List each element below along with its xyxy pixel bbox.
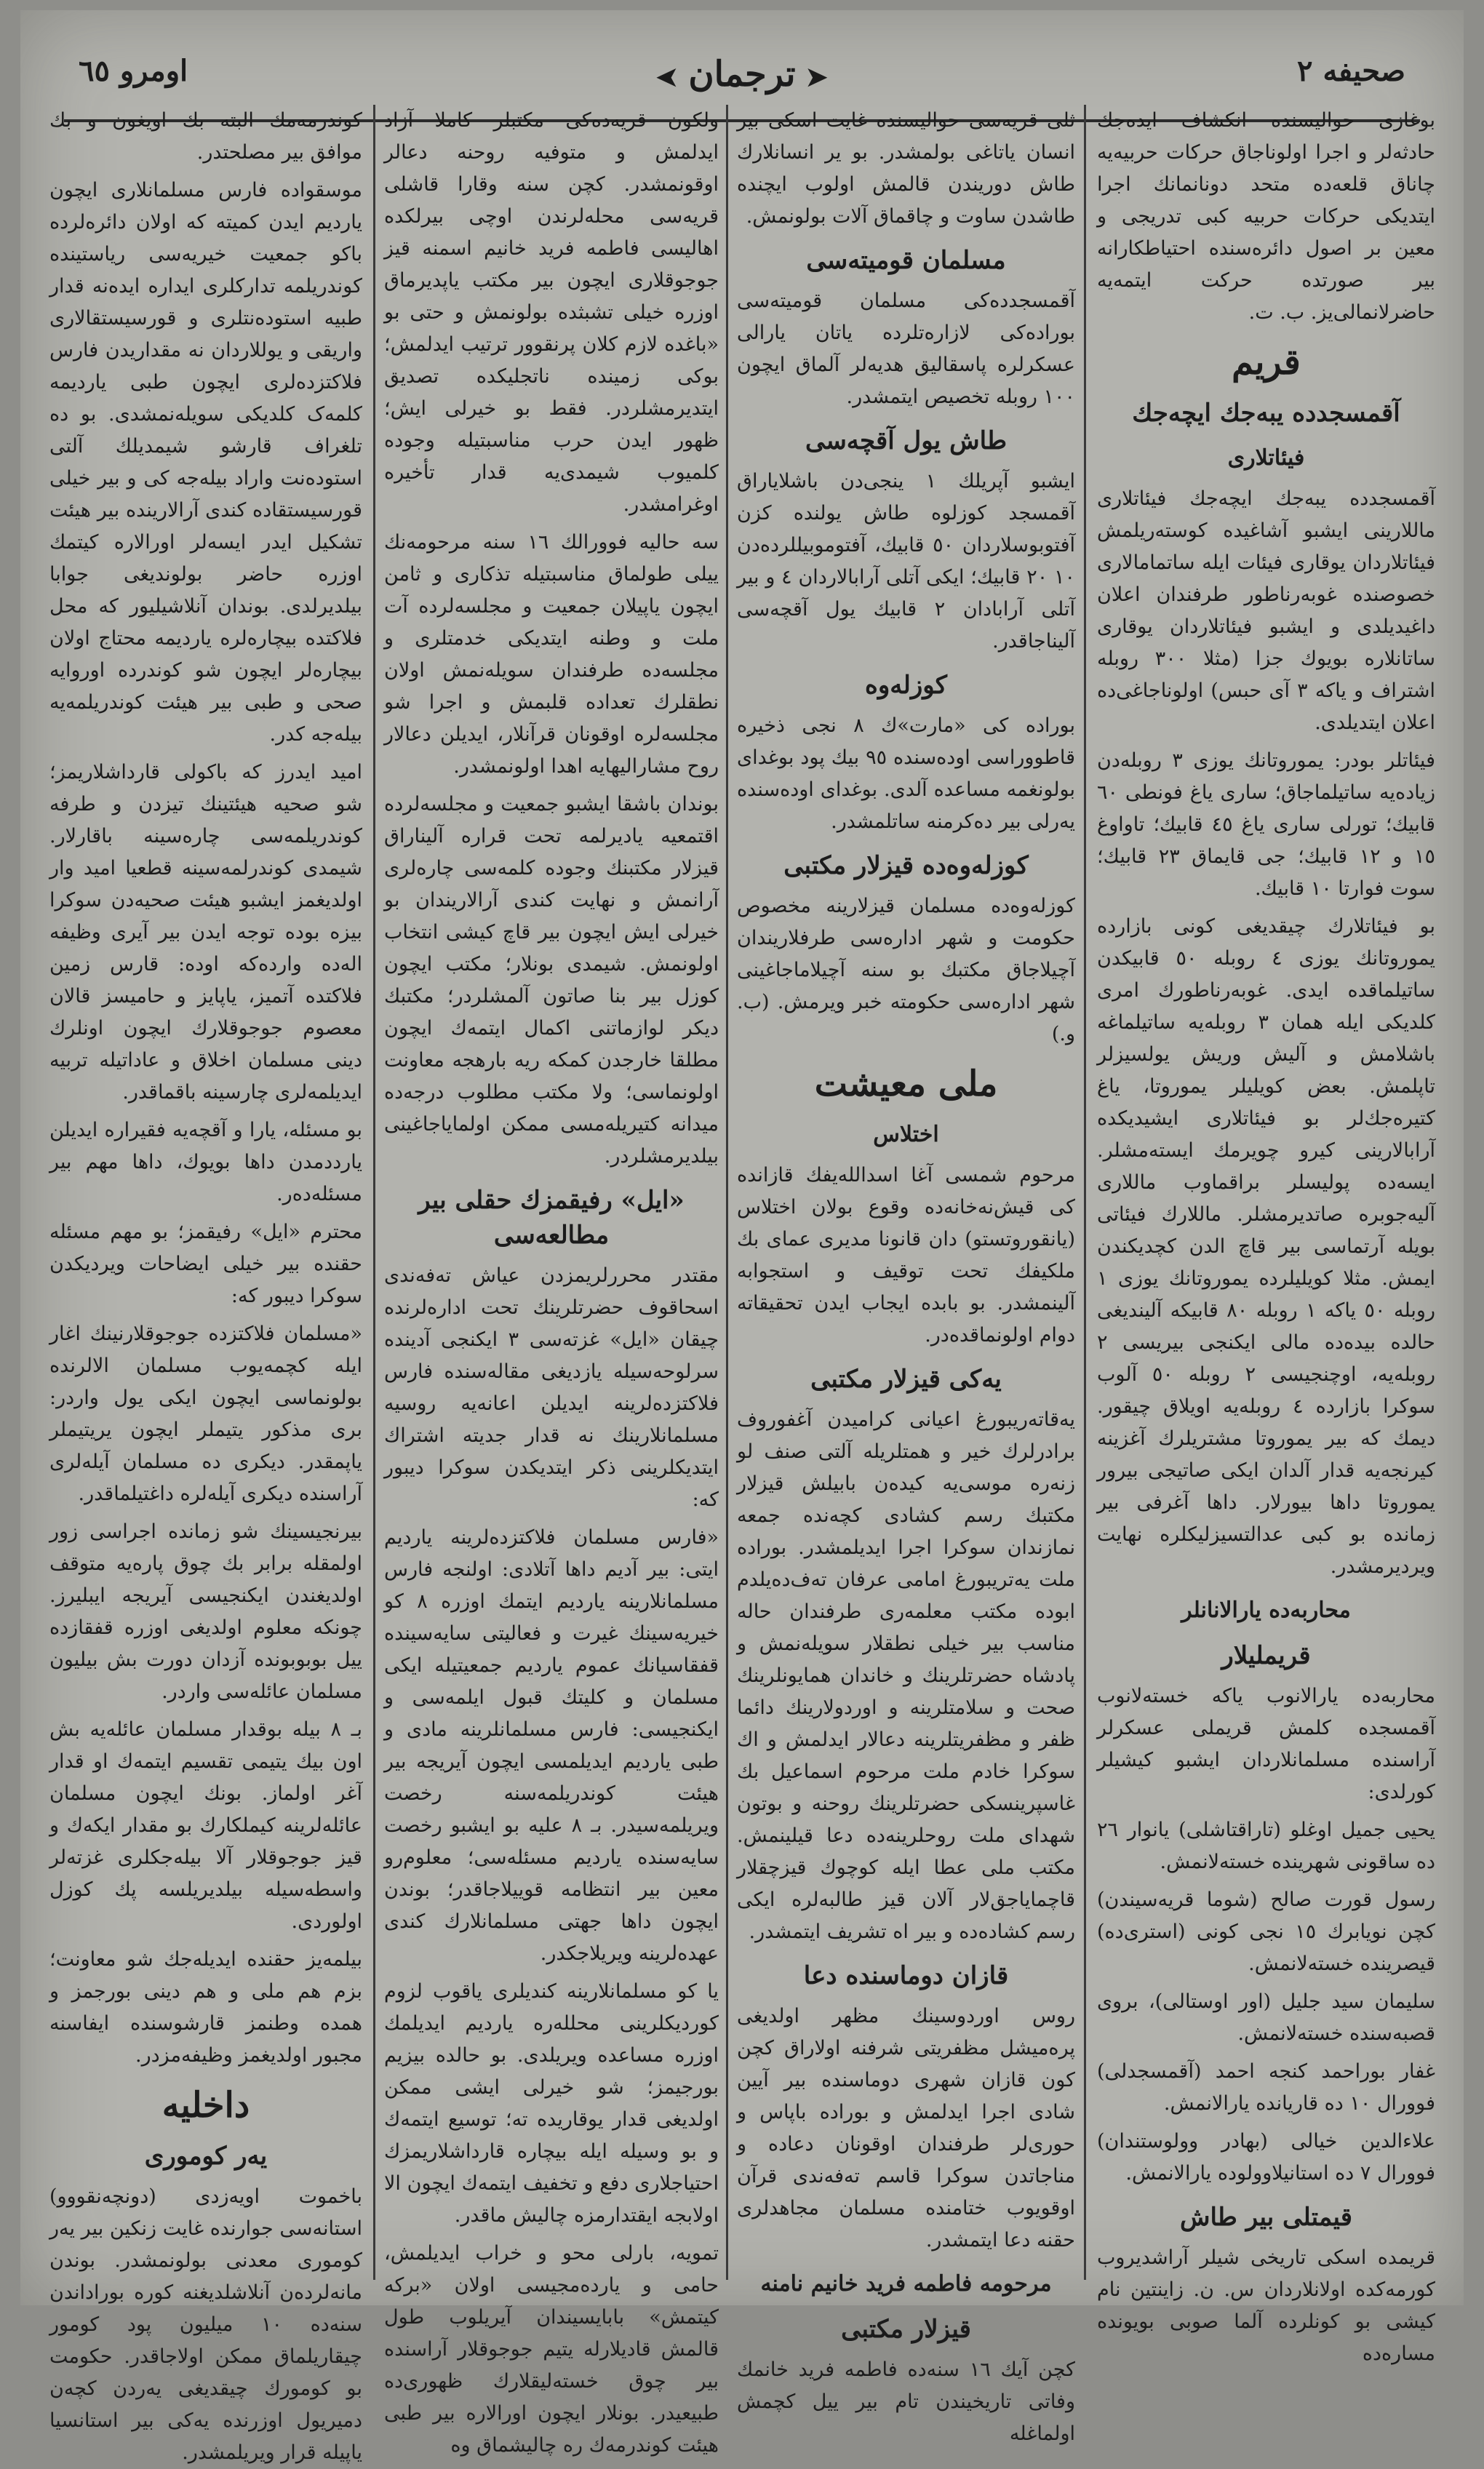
column-2: [737, 105, 1075, 2445]
paragraph: تمویه، بارلی محو و خراب ایدیلمش، حامی و یارده‌مجیسی اولان «برکه کیتمش» بابایسیندان آیریلوب طول قالمش قادیلارله یتیم جوجوقلار آراسنده بیر چوق خسته‌لیقلارك ظهوری‌ده طبیعیدر. بونلار ایچون اورالاره بیر طبی هیئت کوندرمه‌ك ره چالیشماق وه: [384, 2242, 719, 2457]
paragraph: مقتدر محررلریمزدن عیاش ته‌فه‌ندی اسحاقوف حضرتلرینك تحت اداره‌لرنده چیقان «ایل» غزته‌سی ٣ ایکنجی آدینده سرلوحه‌سیله یازدیغی مقاله‌سنده فارس فلاکتزده‌لرینه ایدیلن اعانه‌یه روسیه مسلمانلارینك نه قدار جدیته اشتراك ایتدیکلرینی ذکر ایتدیکدن سوکرا دیبور که:: [384, 1264, 719, 1511]
paragraph: روس اوردوسینك مظهر اولدیغی پره‌میشل مظفریتی شرفنه اولاراق کچن کون قازان شهری دوماسنده بیر آیین شادی اجرا ایدلمش و بوراده باپاس و حوری‌لر طرفندان اوقونان دعاده و مناجاتدن سوکرا قاسم ته‌فه‌ندی قرآن اوقویوب ختامنده مسلمان مجاهدلری حقنه دعا ایتمشدر.: [737, 2005, 1075, 2251]
paragraph: بوراده کی «مارت»ك ٨ نجی ذخیره قاطووراسی اوده‌سنده ٩٥ بیك پود بوغدای بولونغمه مساعده آلدی. بوغدای اوده‌سنده یه‌رلی بیر ده‌کرمنه ساتلمشدر.: [737, 714, 1075, 833]
article-headline-kozlova: کوزله‌وه: [865, 671, 947, 700]
column-divider: [373, 105, 375, 2280]
column-divider: [726, 105, 728, 2280]
list-item: غفار بوراحمد کنجه احمد (آقمسجدلی) فوورال ١٠ ده قاریانده یارالانمش.: [1097, 2060, 1435, 2115]
article-subheadline-girls-school: قیزلار مکتبی: [841, 2315, 971, 2344]
list-item: سلیمان سید جلیل (اور اوستالی)، بروی قصبه‌سنده خسته‌لانمش.: [1097, 1990, 1435, 2045]
article-subheadline-prices: فیئاتلاری: [1227, 445, 1305, 471]
paragraph: کچن آیك ١٦ سنه‌ده فاطمه فرید خانمك وفاتی تاریخیندن تام بیر ییل کچمش اولماغله: [737, 2358, 1075, 2445]
newspaper-name: ترجمان: [688, 54, 796, 95]
list-item: رسول قورت صالح (شوما قریه‌سیندن) کچن نویابرك ١٥ نجی کونی (استری‌ده) قیصرینده خسته‌لانمش.: [1097, 1888, 1436, 1975]
article-headline-kazan-duma: قازان دوماسنده دعا: [803, 1961, 1009, 1990]
section-heading-national-life: ملی معیشت: [814, 1064, 998, 1104]
paragraph: بو فیئاتلارك چیقدیغی کونی بازارده یموروتانك یوزی ٤ روبله ٥٠ قابیکدن ساتیلماقده ایدی. غوبه‌رناطورك امری کلدیکی ایله همان ٣ روبله‌یه ساتیلماغه باشلامش و آلیش وریش یولسیزلر تاپلمش. بعض کویلیلر یموروتا، یاغ کتیره‌جك‌لر بو فیئاتلاری ایشیدیکده آرابالارینی کیرو چویرمك ایسته‌مشلر. ایسه‌ده پولیسلر براقماوب ماللاری آلیه‌جوبره صاتدیرمشلر. ماللارك فیئاتی بویله آرتماسی بیر قاچ الدن کچدیکندن ایمش. مثلا کویلیلرده یموروتانك یوزی ١ روبله ٥٠ یاکه ١ روبله ٨٠ قابیکه آلیندیغی حالده بیده‌ده مالی ایکنجی بیریسی ٢ روبله‌یه، اوچنجیسی ٢ روبله ٥٠ آلوب سوکرا بازارده ٤ روبله‌یه اویلاق چیقور. دیمك که بیر یموروتا مشتریلرك آغزینه کیرنجه‌یه قدار آلدان ایکی صاتیجی بیرور یموروتا داها بیورلار. داها آغرفی بیر زمانده بو کبی عدالتسیزلیکلره نهایت ویردیرمشدر.: [1097, 915, 1436, 1578]
paragraph: سه حالیه فوورالك ١٦ سنه مرحومه‌نك ییلی طولماق مناسبتیله تذکاری و ثامن ایچون یاپیلان جمعیت و مجلسه‌لرده آت ملت و وطنه ایتدیکی خدمتلری و مجلسه‌ده طرفندان سویله‌نمش اولان نطقلرك تعداده قلبمش و اجرا شو مجلسه‌لره اوقونان قرآنلار، ایدیلن دعالار روح مشارالیهایه اهدا اولونمشدر.: [384, 531, 719, 778]
paragraph: یا کو مسلمانلارینه کندیلری یاقوب لزوم کوردیکلرینی محلله‌ره یاردیم ایدیلمك اوزره مساعده ویریلدی. بو حالده بیزیم بورجیمز؛ شو خیرلی ایشی ممکن اولدیغی قدار یوقاریده ته؛ توسیع ایتمه‌ك و بو وسیله ایله بیچاره قارداشلاریمزك احتیاجلاری دفع و تخفیف ایتمه‌ك ایچون الا اولابجه ایقتدارمزه چالیش ماقدر.: [384, 1980, 719, 2227]
paragraph: بیلمه‌یز حقنده ایدیله‌جك شو معاونت؛ بزم هم ملی و هم دینی بورجمز و همده وطنمز قارشوسنده ایفاسنه مجبور اولدیغمز وظیفه‌مزدر.: [49, 1948, 362, 2067]
paragraph: محترم «ایل» رفیقمز؛ بو مهم مسئله حقنده بیر خیلی ایضاحات ویردیکدن سوکرا دیبور که:: [49, 1221, 362, 1307]
paragraph: مرحوم شمسی آغا اسدالله‌یفك قازانده کی قیش‌نه‌خانه‌ده وقوع بولان اختلاس (یانقوروتستو) دان قانونا مدیری عمای بك ملکیفك تحت توقیف و استجوابه آلینمشدر. بو بابده ایجاب ایدن تحقیقاته دوام اولونماقده‌در.: [737, 1164, 1075, 1347]
paragraph: بـ ٨ بیله بوقدار مسلمان عائله‌یه بش اون بیك یتیمی تقسیم ایتمه‌ك او قدار آغر اولماز. بونك ایچون مسلمان عائله‌لرینه کیملکار‌ك بو مقدار ایکه‌ك و قیز جوجوقلار آلا بیله‌جکلری غزته‌لر واسطه‌سیله بیلدیریلسه پك کوزل اولوردی.: [49, 1718, 362, 1933]
paragraph: قریمده اسکی تاریخی شیلر آراشدیروب کورمه‌کده اولانلاردان س. ن. زاینتین نام کیشی بو کونلرده آلما صوبی بویونده مساره‌ده: [1097, 2246, 1435, 2365]
paragraph: کوزله‌وه‌ده مسلمان قیزلارینه مخصوص حکومت و شهر اداره‌سی طرفلاریندان آچیلاجاق مکتبك بو سنه آچیلاماجاغینی شهر اداره‌سی حکومته خبر ویرمش. (ب. و.): [737, 895, 1075, 1045]
article-headline-road-toll: طاش یول آقچه‌سی: [805, 426, 1008, 455]
paragraph: بیرنجیسینك شو زمانده اجراسی زور اولمقله برابر بك چوق پاره‌یه متوقف اولدیغندن ایکنجیسی آیریجه ایبلیرز. چونکه معلوم اولدیغی اوزره قفقازده ییل بوبوبونده آزدان دورت بش بیلیون مسلمان عائله‌سی واردر.: [49, 1520, 362, 1703]
newspaper-page: [20, 10, 1464, 2464]
column-4: [49, 105, 363, 2464]
article-continuation: بوغازی حوالیسنده انکشاف ایده‌جك حادثه‌لر و اجرا اولوناجاق حرکات حربیه‌یه چاناق قلعه‌ده متحد دونانمانك اجرا ایتدیکی حرکات حربیه کبی تدریجی و معین بر اصول دائره‌سنده احتیاطکارانه بیر صورتده حرکت ایتمه‌یه حاضرلانمالی‌یز. ب. ت.: [1097, 109, 1435, 324]
column-3: [384, 105, 719, 2457]
column-1: [1097, 105, 1436, 2365]
list-item: یحیی جمیل اوغلو (تاراقتاشلی) یانوار ٢٦ ده ساقونی شهرینده خسته‌لانمش.: [1097, 1819, 1435, 1873]
paragraph: یه‌قاته‌ریبورغ اعیانی کرامیدن آغفوروف برادرلرك خیر و همتلریله آلتی صنف لو زنه‌ره موسی‌یه کیده‌ن بابیلش قیزلار مکتبك رسم کشادی کچه‌نده جمعه نمازندان سوکرا اجرا ایدیلمشدر. بوراده ملت یه‌تریبورغ امامی عرفان ته‌ف‌ده‌یلدم ابوده مکتب معلمه‌ری طرفندان حاله مناسب بیر خیلی نطقلار سویله‌نمش و پادشاه حضرتلرینك و خاندان همایونلرینك صحت و سلامتلرینه و اوردولارینك دائما ظفر و مظفریتلرینه دعالار ایدلمش و اك سوکرا خادم ملت مرحوم اسماعیل بك غاسپرینسکی حضرتلرینك روحنه و بوتون شهدای ملت روحلرینه‌ده دعا قیلینمش. مکتب ملی عطا ایله کوچوك قیزچقلار قاچمایا‌جق‌لار آلان قیز طالبه‌لره ایکی رسم کشاده‌ده و بیر اه تشریف ایتمشدر.: [737, 1408, 1075, 1943]
paragraph: ولکون قریه‌ده‌کی مکتبلر کاملا آزاد ایدلمش و متوفیه روحنه دعالر اوقونمشدر. کچن سنه وقارا قاشلی قریه‌سی محله‌لرندن اوچی بیرلکده اهالیسی فاطمه فرید خانیم اسمنه قیز جوجوقلاری ایچون بیر مکتب یاپدیرماق اوزره خیلی تشبثده بولونمش و حتی بو «باغده لازم کلان پرنقوور ترتیب ایدلمش؛ بوکی زمینده ناتجلیکده تصدیق ایتدیرمشلردر. فقط بو خیرلی ایش؛ ظهور ایدن حرب مناسبتیله وجوده کلمیوب شیمدی‌یه قدار تأخیره اوغرامشدر.: [384, 109, 719, 516]
article-headline-muslim-committee: مسلمان قومیته‌سی: [806, 246, 1006, 275]
paragraph: ایشبو آپریلك ١ ینجی‌دن باشلایاراق آقمسجد کوزلوه طاش یولنده کزن آفتوبوسلاردان ٥٠ قابیك، آفتوموبیللرده‌دن ١٠ ٢٠ قابیك؛ ایکی آتلی آرابالاردان ٤ و بیر آتلی آرابادان ٢ قابیك یول آقچه‌سی آلیناجاقدر.: [737, 470, 1075, 653]
article-headline-il-newspaper: «ایل» رفیقمزك حقلی بیر مطالعه‌سی: [418, 1186, 685, 1250]
paragraph: ثلی قریه‌سی حوالیسنده غایت اسکی بیر انسان یاتاغی بولمشدر. بو یر انسانلارك طاش دوریندن قالمش اولوب ایچنده طاشدن ساوت و چاقماق آلات بولونمش.: [737, 109, 1075, 228]
quote-paragraph: «مسلمان فلاکتزده جوجوقلارنینك اغار ایله کچمه‌یوب مسلمان الالرنده بولونماسی ایچون ایکی یول واردر: بری مذکور یتیملر ایچون یریتیملر یاپمقدر. دیکری ده مسلمان آیله‌لری آراسنده دیکری آیله‌لره داغتیلماقدر.: [49, 1323, 362, 1505]
article-headline-akmescid: آقمسجدده یبه‌جك ایچه‌جك: [1132, 399, 1400, 428]
article-headline-coal: یه‌ر کوموری: [144, 2142, 268, 2171]
column-divider: [1084, 105, 1086, 2280]
paragraph: محاربه‌ده یارالانوب یاکه خسته‌لانوب آقمسجده کلمش قریملی عسکرلر آراسنده مسلمانلاردان ایشبو کیشیلر کورلدی:: [1097, 1685, 1435, 1803]
section-heading-crimea: قریم: [1232, 342, 1301, 383]
paragraph: کوندرمه‌مك البته بك اویغون و بك موافق بیر مصلحتدر.: [49, 109, 362, 164]
paragraph: بوندان باشقا ایشبو جمعیت و مجلسه‌لرده اقتمعیه یادیرلمه تحت قراره آلیناراق قیزلار مکتبنك وجوده کلمه‌سی چاره‌لری آرانمش و نهایت کندی آرالاریندان بو خیرلی ایش ایچون بیر قاچ کیشی انتخاب اولونمش. شیمدی بونلار؛ مکتب ایچون کوزل بیر بنا صاتون آلمشلردر؛ مکتبك دیکر لوازماتنی اکمال ایتمه‌ك ایچون مطلقا خارجدن کمکه ریه بارهجه معاونت اولونماسی؛ ولا مکتب مطلوب درجه‌ده میدانه کتیریله‌مسی ممکن اولمایاجاغینی بیلدیرمشلردر.: [384, 793, 719, 1168]
paragraph: آقمسجدده‌کی مسلمان قومیته‌سی بوراده‌کی لازاره‌تلرده یاتان یارالی عسکرلره پاسقالیق هدیه‌لر آلماق ایچون ١٠٠ روبله تخصیص ایتمشدر.: [737, 290, 1075, 408]
right-arrow-ornament-icon: ➤: [656, 62, 679, 92]
article-headline-wounded: محاربه‌ده یارالانانلر: [1181, 1598, 1351, 1623]
left-arrow-ornament-icon: ➤: [805, 62, 828, 92]
issue-number: اومرو ٦٥: [79, 54, 188, 88]
section-heading-domestic: داخلیه: [161, 2085, 250, 2126]
page-number: صحیفه ۲: [1297, 54, 1405, 88]
list-item: علاءالدین خیالی (بهادر وولوستندان) فوورال ٧ ده استانیلاوولوده یارالانمش.: [1097, 2130, 1435, 2185]
article-headline-embezzlement: اختلاس: [873, 1122, 939, 1147]
paragraph: فیئاتلر بودر: یموروتانك یوزی ٣ روبله‌دن زیاده‌یه ساتیلماجاق؛ ساری یاغ فونطی ٦٠ قابیك؛ تورلی ساری یاغ ٤٥ قابیك؛ تاواوغ ١٥ و ١٢ قابیك؛ جی قایماق ٢٣ قابیك؛ سوت فوارتا ١٠ قابیك.: [1097, 749, 1435, 900]
article-headline-new-girls-school: یه‌کی قیزلار مکتبی: [810, 1365, 1002, 1394]
quote-paragraph: «فارس مسلمان فلاکتزده‌لرینه یاردیم ایتی: بیر آدیم داها آتلادی: اولنجه فارس مسلمانلارینه یاردیم ایتمك اوزره ٨ ‌کو ‌خیریه‌سینك غیرت و فعالیتی سایه‌سینده قفقاسیانك عموم یاردیم جمعیتیله ایکی مسلمان و کلیتك قبول ایلمه‌سی و ایکنجیسی: فارس مسلمانلرینه مادی و طبی یاردیم ایدیلمسی ایچون آیریجه بیر هیئت کوندریلمه‌سنه رخصت ویریلمه‌سیدر. بـ ٨ علیه بو ایشبو رخصت سایه‌سنده یاردیم مسئله‌سی؛ معلوم‌رو معین بیر انتظامه قوییلاجاقدر؛ بوندن ایچون داها جهتی مسلمانلارك کندی عهده‌لرینه ویریلاجکدر.: [384, 1526, 719, 1965]
article-headline-fatima-farid: مرحومه فاطمه فرید خانیم نامنه: [760, 2271, 1052, 2297]
article-headline-girls-school-kozlova: کوزله‌وه‌ده قیزلار مکتبی: [783, 851, 1029, 880]
paragraph: بو مسئله، یارا و آقچه‌یه فقیراره ایدیلن یارددمدن داها بویوك، داها مهم بیر مسئله‌ده‌ر.: [49, 1119, 362, 1205]
paragraph: امید ایدرز که باکولی قارداشلاریمز؛ شو صحیه هیئتینك تیزدن و طرفه کوندریلمه‌سی چاره‌سینه باقارلار. شیمدی کوندرلمه‌سینه قطعیا امید وار اولدیغمز ایشبو هیئت صحیه‌دن سوکرا بیزه بوده توجه ایدن بیر آیری وظیفه اله‌ده وارده‌که اوده: قارس زمین فلاکتده آتمیز، یاپایز و حامیسز قالان معصوم جوجوقلارك ایچون اونلرك دینی مسلمان اخلاق و عاداتیله تربیه ایدیلمه‌لری چارسینه باقماقدر.: [49, 761, 362, 1104]
paragraph: آقمسجدده یبه‌جك ایچه‌جك فیئاتلاری ماللارینی ایشبو آشاغیده کوسته‌ریلمش فیئاتلاردان یوقاری فیئات ایله ساتمامالاری خصوصنده غوبه‌رناطور طرفندان اعلان داغیدیلدی و ایشبو فیئاتلاردان یوقاری ساتانلاره بویوك جزا (مثلا ٣٠٠ روبله اشتراف و یاکه ٣ آی حبس) اولوناجاغی‌ده اعلان ایتدیلدی.: [1097, 487, 1435, 734]
newspaper-title: [64, 54, 1420, 95]
paragraph: باخموت اویه‌زدی (دونچه‌نقووو) استانه‌سی جوارنده غایت زنکین بیر یه‌ر کوموری معدنی بولونمشدر. بوندن مانه‌لرده‌ن آنلاشلدیغنه کوره بوراداندن سنه‌ده ١٠ میلیون پود کومور چیقاریلماق ممکن اولاجاقدر. حکومت بو کومورك چیقدیغی یه‌ردن کچه‌ن دمیریول اوزرنده یه‌کی بیر استانسیا یاپیله قرار ویریلمشدر.: [49, 2185, 363, 2464]
article-headline-valuable-stone: قیمتلی بیر طاش: [1179, 2203, 1353, 2232]
article-subheadline-crimeans: قریملیلار: [1221, 1641, 1311, 1670]
paragraph: موسقواده فارس مسلمانلاری ایچون یاردیم ایدن کمیته که اولان دائره‌لرده باکو جمعیت خیریه‌سی ریاستینده کوندریلمه تدارکلری ایداره ایده‌نه قدار طبیه استوده‌نتلری و قورسیستقالاری واریقی و یوللاردان نه مقداریدن فارس فلاکتزده‌لری ایچون طبی یاردیمه کلمه‌ک کلدیکی سویله‌نمشدی. بو ده تلغراف قارشو شیمدیلك آلتی استوده‌نت واراد بیله‌جه کی و بیر خیلی قورسیستقاده کندی آرالارینده بیر هیئت تشکیل ایدر ایسه‌لر اورالاره کیتمك اوزره حاضر بولوندیغی جوابا بیلدیرلدی. بوندان آنلاشیلیور که محل فلاکتده بیچاره‌لره یاردیمه محتاج اولان بیچاره‌لر ایچون شو کوندرده اوروایه صحی و طبی بیر هیئت کوندریلمه‌یه بیله‌جه کدر.: [49, 179, 362, 746]
